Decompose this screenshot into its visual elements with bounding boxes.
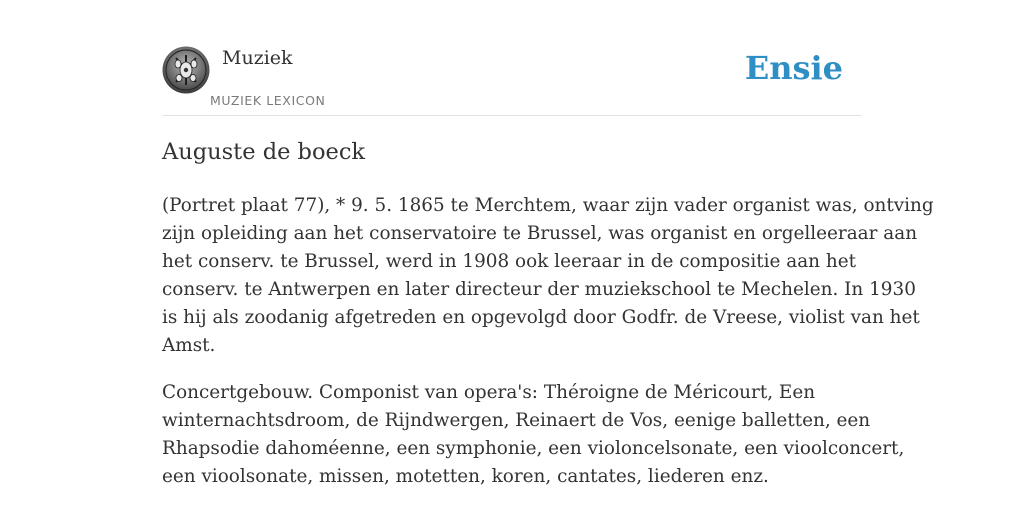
- source-subtitle[interactable]: MUZIEK LEXICON: [210, 93, 326, 108]
- paragraph-line: is hij als zoodanig afgetreden en opgevolgd door Godfr. de Vreese, violist van het: [162, 307, 920, 328]
- article-body: [162, 192, 934, 510]
- muziek-logo-icon[interactable]: [162, 46, 210, 94]
- source-name[interactable]: Muziek: [222, 47, 293, 69]
- ensie-brand-logo[interactable]: Ensie: [744, 49, 843, 87]
- paragraph-line: zijn opleiding aan het conservatoire te Brussel, was organist en orgelleeraar aan: [162, 223, 918, 244]
- paragraph-line: het conserv. te Brussel, werd in 1908 ook leeraar in de compositie aan het: [162, 251, 856, 272]
- article-paragraph-2: [162, 379, 905, 491]
- paragraph-line: Amst.: [162, 335, 216, 356]
- article-title: Auguste de boeck: [162, 139, 366, 165]
- paragraph-line: winternachtsdroom, de Rijndwergen, Reinaert de Vos, eenige balletten, een: [162, 410, 871, 431]
- site-header: [162, 46, 862, 116]
- paragraph-line: conserv. te Antwerpen en later directeur der muziekschool te Mechelen. In 1930: [162, 279, 916, 300]
- paragraph-line: Concertgebouw. Componist van opera's: Théroigne de Méricourt, Een: [162, 382, 816, 403]
- paragraph-line: (Portret plaat 77), * 9. 5. 1865 te Merchtem, waar zijn vader organist was, ontving: [162, 195, 934, 216]
- article-paragraph-1: [162, 192, 934, 360]
- paragraph-line: een vioolsonate, missen, motetten, koren, cantates, liederen enz.: [162, 466, 769, 487]
- paragraph-line: Rhapsodie dahoméenne, een symphonie, een violoncelsonate, een vioolconcert,: [162, 438, 905, 459]
